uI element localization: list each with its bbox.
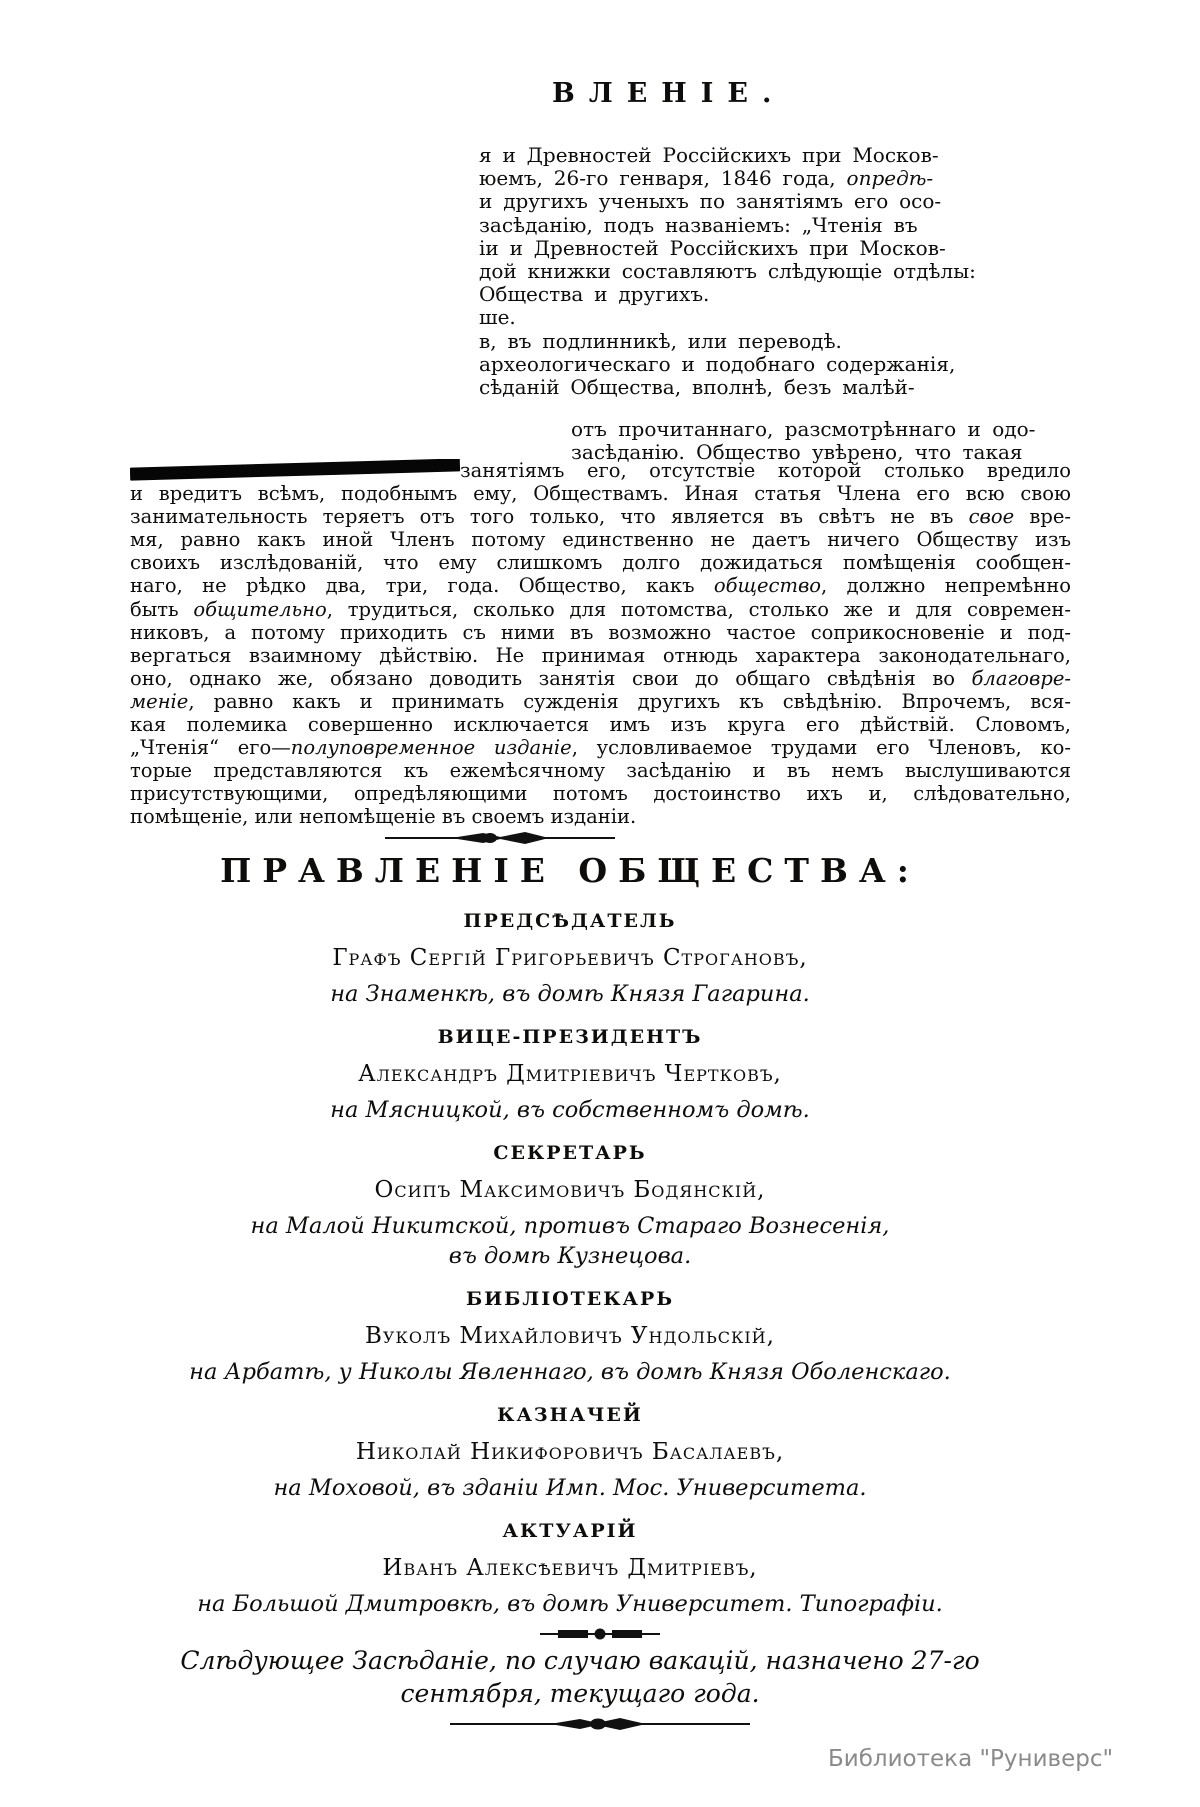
text-line: в, въ подлинникѣ, или переводѣ.: [479, 328, 842, 353]
text-line: отъ прочитаннаго, разсмотрѣннаго и одо-: [571, 417, 1036, 441]
text-line: и другихъ ученыхъ по занятіямъ его осо-: [479, 189, 942, 214]
board-section: [130, 1519, 1010, 1619]
closing-note: [130, 1644, 1030, 1710]
board-section: [130, 1025, 1010, 1125]
text-line: меніе, равно какъ и принимать сужденія другихъ къ свѣдѣнію. Впрочемъ, вся-: [130, 689, 1071, 713]
text-line: мя, равно какъ иной Членъ потому единственно не даетъ ничего Обществу изъ: [130, 528, 1071, 552]
board-member-name: Николай Никифоровичъ Басалаевъ,: [355, 1439, 785, 1465]
board-role-label: БИБЛІОТЕКАРЬ: [465, 1288, 674, 1310]
board-role-label: СЕКРЕТАРЬ: [493, 1142, 647, 1164]
small-divider-icon: [540, 1626, 660, 1645]
board-heading: ПРАВЛЕНІЕ ОБЩЕСТВА:: [220, 851, 920, 890]
text-line: ше.: [479, 305, 516, 330]
board-member-name: Иванъ Алексѣевичъ Дмитріевъ,: [382, 1555, 758, 1581]
text-line: Общества и другихъ.: [479, 282, 710, 307]
board-member-name: Осипъ Максимовичъ Бодянскій,: [374, 1177, 766, 1203]
text-line: оно, однако же, обязано доводить занятія свои до общаго свѣдѣнія во благовре-: [130, 666, 1071, 690]
board-member-address: [130, 1357, 1010, 1387]
text-line: я и Древностей Россійскихъ при Москов-: [479, 143, 939, 167]
text-line: занятіямъ его, отсутствіе которой столько вредило: [130, 459, 1071, 482]
watermark-runivers: Библиотека "Руниверс": [828, 1746, 1114, 1772]
text-line: засѣданію, подъ названіемъ: „Чтенія въ: [479, 212, 918, 237]
board-section: [130, 1287, 1010, 1387]
text-line: кая полемика совершенно исключается имъ изъ круга его дѣйствій. Словомъ,: [130, 713, 1071, 737]
text-line: присутствующими, опредѣляющими потомъ достоинство ихъ и, слѣдовательно,: [130, 782, 1071, 806]
address-line: на Арбатѣ, у Николы Явленнаго, въ домѣ Князя Оболенскаго.: [189, 1359, 951, 1385]
text-line: археологическаго и подобнаго содержанія,: [479, 351, 956, 376]
text-line: „Чтенія“ его—полуповременное изданіе, условливаемое трудами его Членовъ, ко-: [130, 736, 1071, 760]
board-role-label: КАЗНАЧЕЙ: [497, 1404, 643, 1426]
address-line: на Моховой, въ зданіи Имп. Мос. Университета.: [273, 1475, 867, 1501]
text-line: наго, не рѣдко два, три, года. Общество, какъ общество, должно непремѣнно: [130, 574, 1071, 598]
board-section-list: [130, 909, 1010, 1619]
text-line: вергаться взаимному дѣйствію. Не принимая отнюдь характера законодательнаго,: [130, 643, 1071, 667]
text-line: занимательность теряетъ отъ того только, что является въ свѣтъ не въ свое вре-: [130, 505, 1071, 529]
board-section: [130, 1141, 1010, 1271]
board-member-name: Графъ Сергій Григорьевичъ Строгановъ,: [332, 945, 808, 971]
board-section: [130, 909, 1010, 1009]
note-line: сентября, текущаго года.: [400, 1679, 760, 1708]
text-line: и вредитъ всѣмъ, подобнымъ ему, Обществамъ. Иная статья Члена его всю свою: [130, 482, 1071, 506]
board-role-label: ПРЕДСѢДАТЕЛЬ: [463, 910, 677, 932]
ornament-divider-icon: [450, 1716, 750, 1736]
text-line: іи и Древностей Россійскихъ при Москов-: [479, 235, 946, 260]
address-line: на Большой Дмитровкѣ, въ домѣ Университет. Типографіи.: [197, 1591, 943, 1617]
text-line: никовъ, а потому приходить съ ними въ возможно частое соприкосновеніе и под-: [130, 620, 1071, 644]
address-line: въ домѣ Кузнецова.: [448, 1243, 692, 1269]
text-line: юемъ, 26-го генваря, 1846 года, опредѣ-: [479, 166, 934, 191]
board-member-address: [130, 1473, 1010, 1503]
text-line: сѣданій Общества, вполнѣ, безъ малѣй-: [479, 374, 915, 399]
board-role-label: ВИЦЕ-ПРЕЗИДЕНТЪ: [437, 1026, 703, 1048]
text-line: быть общительно, трудиться, сколько для потомства, столько же и для современ-: [130, 597, 1071, 621]
intro-paragraph: [130, 459, 1071, 829]
board-member-address: [130, 1589, 1010, 1619]
note-line: Слѣдующее Засѣданіе, по случаю вакацій, назначено 27-го: [180, 1646, 980, 1675]
board-member-name: Александръ Дмитріевичъ Чертковъ,: [358, 1061, 782, 1087]
ink-redaction-mark: [130, 459, 460, 481]
board-member-address: [130, 1095, 1010, 1125]
board-section: [130, 1403, 1010, 1503]
text-line: дой книжки составляютъ слѣдующіе отдѣлы:: [479, 258, 976, 283]
board-member-address: [130, 1211, 1010, 1271]
intro-fragment-column-a: [479, 144, 1079, 399]
board-member-name: Вуколъ Михайловичъ Ундольскій,: [365, 1323, 775, 1349]
address-line: на Малой Никитской, противъ Стараго Вознесенія,: [250, 1213, 890, 1239]
page-title-fragment: ВЛЕНІЕ.: [552, 78, 786, 109]
ornament-divider-icon: [385, 830, 615, 850]
text-line: своихъ изслѣдованій, что ему слишкомъ долго дожидаться помѣщенія сообщен-: [130, 551, 1071, 575]
board-member-address: [130, 979, 1010, 1009]
text-line: помѣщеніе, или непомѣщеніе въ своемъ изданіи.: [130, 805, 637, 829]
board-of-society: [130, 849, 1010, 1619]
text-line: засѣданію. Общество увѣрено, что такая: [571, 440, 1023, 465]
text-line: торые представляются къ ежемѣсячному засѣданію и въ немъ выслушиваются: [130, 759, 1071, 783]
address-line: на Мясницкой, въ собственномъ домѣ.: [330, 1097, 810, 1123]
board-role-label: АКТУАРІЙ: [502, 1520, 638, 1542]
intro-fragment-column-b: [571, 418, 1081, 464]
address-line: на Знаменкѣ, въ домѣ Князя Гагарина.: [330, 981, 810, 1007]
